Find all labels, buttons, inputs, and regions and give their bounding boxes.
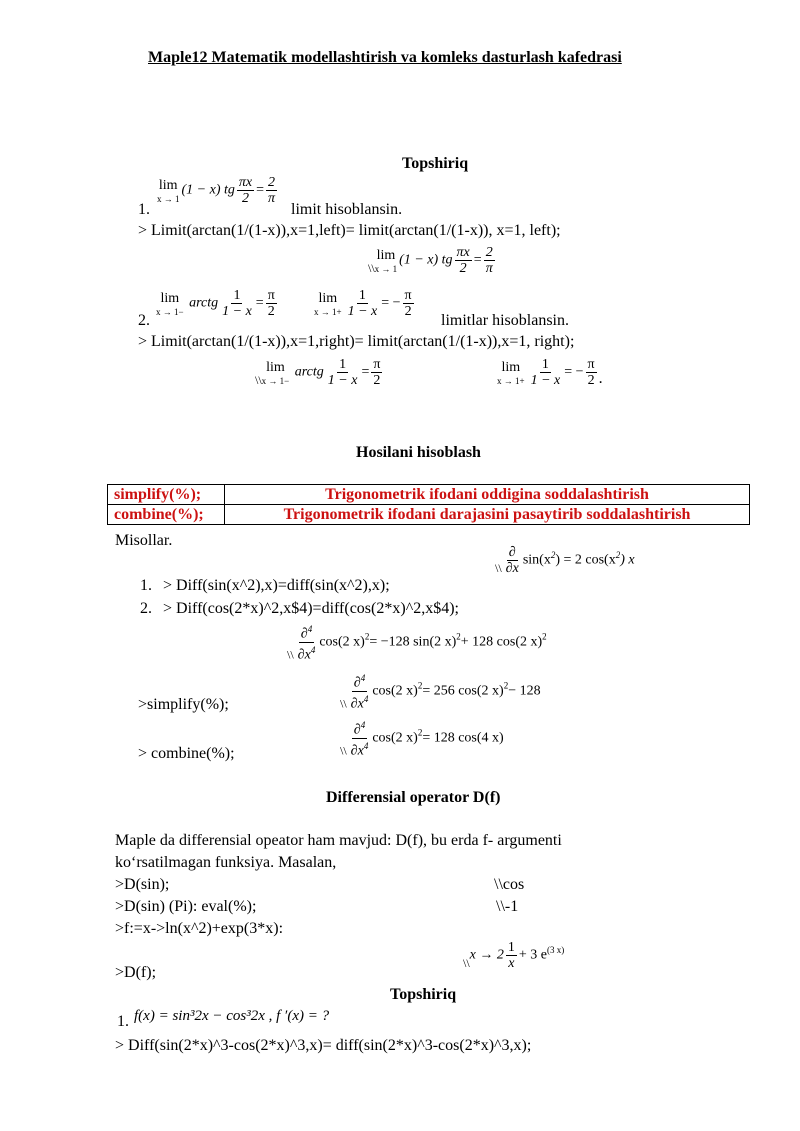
maple-command: >D(f);	[115, 964, 157, 981]
examples-label: Misollar.	[115, 532, 173, 549]
section-heading-topshiriq: Topshiriq	[402, 155, 469, 172]
maple-command: > Limit(arctan(1/(1-x)),x=1,right)= limit(arctan(1/(1-x)),x=1, right);	[138, 333, 575, 350]
maple-output: \\ $\frac{\partial^4}{\partial x^4}$ cos(2 x)$^2$= −128 sin(2 x)$^2$+ 128 cos(2 x)$^2$	[287, 624, 547, 663]
paragraph-line: ko‘rsatilmagan funksiya. Masalan,	[115, 854, 337, 871]
maple-command: > combine(%);	[138, 745, 235, 762]
maple-command: > Diff(sin(2*x)^3-cos(2*x)^3,x)= diff(sin(2*x)^3-cos(2*x)^3,x);	[115, 1037, 532, 1054]
maple-result: \\-1	[496, 898, 519, 915]
limit-formula: lim x → 1 (1 − x) tg $\frac{\pi x}{2}$ = $\frac{2}{\pi}$	[157, 175, 276, 206]
maple-command: >simplify(%);	[138, 696, 229, 713]
section-heading-hosila: Hosilani hisoblash	[356, 444, 481, 461]
commands-table	[107, 484, 750, 525]
maple-command: > Diff(sin(x^2),x)=diff(sin(x^2),x);	[163, 577, 390, 594]
paragraph-line: Maple da differensial opeator ham mavjud: D(f), bu erda f- argumenti	[115, 832, 562, 849]
page-header: Maple12 Matematik modellashtirish va komleks dasturlash kafedrasi	[148, 49, 622, 66]
list-number: 1.	[140, 577, 152, 594]
maple-result: \\cos	[494, 876, 525, 893]
task-formula: f(x) = sin³2x − cos³2x , f ′(x) = ?	[134, 1008, 330, 1024]
maple-command: >f:=x->ln(x^2)+exp(3*x):	[115, 920, 284, 937]
table-cell-command: combine(%);	[108, 505, 225, 525]
table-row	[108, 485, 750, 505]
limit-formula-left: lim x → 1− arctg $\frac{1}{1 - x}$ = $\frac{\pi}{2}$	[156, 288, 275, 319]
maple-command: >D(sin);	[115, 876, 170, 893]
table-cell-description: Trigonometrik ifodani darajasini pasaytirib soddalashtirish	[225, 505, 750, 525]
item-number: 2.	[138, 312, 150, 329]
section-heading-topshiriq-2: Topshiriq	[390, 986, 457, 1003]
maple-output: \\ lim x → 1 (1 − x) tg $\frac{\pi x}{2}$ = $\frac{2}{\pi}$	[368, 245, 493, 276]
item-text: limitlar hisoblansin.	[441, 312, 569, 329]
maple-output-right: lim x → 1+ $\frac{1}{1 - x}$ = − $\frac{\pi}{2}$ .	[497, 357, 603, 388]
item-number: 1.	[117, 1013, 129, 1030]
maple-command: > Limit(arctan(1/(1-x)),x=1,left)= limit(arctan(1/(1-x)), x=1, left);	[138, 222, 561, 239]
maple-output: \\x → 2 $\frac{1}{x}$ + 3 $e^{(3 x)}$	[463, 940, 565, 971]
maple-command: >D(sin) (Pi): eval(%);	[115, 898, 257, 915]
maple-output: \\ $\frac{\partial}{\partial x}$ $\sin(x^2) = 2$ $\cos(x^2)$ x	[495, 545, 635, 576]
maple-output: \\ $\frac{\partial^4}{\partial x^4}$ cos(2 x)$^2$= 128 cos(4 x)	[340, 720, 504, 759]
maple-output: \\ $\frac{\partial^4}{\partial x^4}$ cos(2 x)$^2$= 256 cos(2 x)$^2$− 128	[340, 673, 541, 712]
maple-command: > Diff(cos(2*x)^2,x$4)=diff(cos(2*x)^2,x$4);	[163, 600, 459, 617]
list-number: 2.	[140, 600, 152, 617]
maple-output-left: \\ lim x → 1− arctg $\frac{1}{1 - x}$ = $\frac{\pi}{2}$	[255, 357, 381, 388]
section-heading-differensial: Differensial operator D(f)	[326, 789, 501, 806]
item-number: 1.	[138, 201, 150, 218]
item-text: limit hisoblansin.	[291, 201, 403, 218]
table-cell-command: simplify(%);	[108, 485, 225, 505]
table-cell-description: Trigonometrik ifodani oddigina soddalashtirish	[225, 485, 750, 505]
limit-formula-right: lim x → 1+ $\frac{1}{1 - x}$ = − $\frac{\pi}{2}$	[314, 288, 412, 319]
table-row	[108, 505, 750, 525]
